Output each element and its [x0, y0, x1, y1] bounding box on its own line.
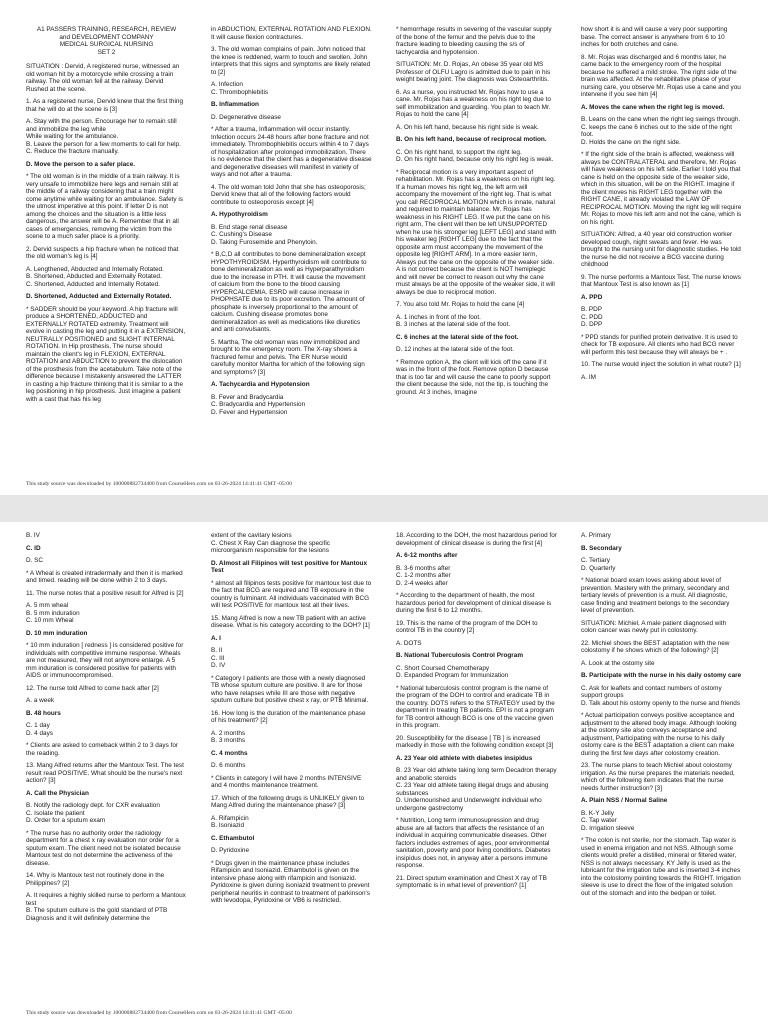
paragraph-text: * The colon is not sterile, nor the stomach. Tap water is used in enema irrigation and not NSS. Although some clients would prefer a distilled, mineral or filtered water, NSS is not always necessary. KY Jelly is used as the lubricant for the irrigation tube and is inserted 3-4 inches into the colostomy pointing towards the RIGHT. Irrigation sleeve is use to direct the flow of the irrigated solution out of the stomach and into the bedpan or toilet.: [581, 837, 741, 897]
paragraph-text: A. Infection C. Thrombophlebitis: [211, 81, 269, 96]
paragraph-text: D. Pyridoxine: [211, 847, 250, 854]
paragraph-text: * The nurse has no authority order the radiology department for a chest x ray evaluation nor order for a sputum exam. The client need not be isolated because Mantoux test do not determine the activeness of the disease.: [26, 829, 181, 867]
paragraph-text: D. SC: [26, 557, 44, 564]
paragraph-text: B. Fever and Bradycardia C. Bradycardia and Hypertension D. Fever and Hypertension: [211, 393, 306, 416]
paragraph-text: * According to the department of health, the most hazardous period for development of clinical disease is during the first 6 to 12 months.: [396, 592, 552, 614]
paragraph-text: * 10 mm induration [ redness ] is considered positive for individuals with competitive immune response. Wheals are not measured, they will not anymore enlarge. A 5 mm induration is considered positive for patients with AIDS or immunocompromised.: [26, 642, 184, 679]
paragraph-text: 7. You also told Mr. Rojas to hold the cane [4]: [396, 301, 525, 308]
answer-text: A. Moves the cane when the right leg is moved.: [581, 103, 725, 111]
answer-text: A. Hypothyroidism: [211, 211, 268, 218]
paragraph-text: 16. How long is the duration of the maintenance phase of his treatment? [2]: [211, 709, 366, 724]
paragraph-text: A. Primary: [581, 532, 611, 539]
page-2-column-3: [396, 532, 557, 1000]
paragraph-text: B. IV: [26, 532, 40, 539]
paragraph-text: 9. The nurse performs a Mantoux Test. The nurse knows that Mantoux Test is also known as [1]: [581, 273, 741, 288]
paragraph-text: C. On his right hand, to support the right leg. D. On his right hand, because only his right leg is weak.: [396, 148, 554, 163]
answer-text: B. Secondary: [581, 544, 622, 552]
page-2-column-4: [581, 532, 742, 1000]
paragraph-text: D. 6 months: [211, 762, 246, 769]
paragraph-text: B. Notify the radiology dept. for CXR evaluation C. Isolate the patient D. Order for a sputum exam: [26, 802, 160, 824]
paragraph-text: A. a week: [26, 697, 55, 704]
paragraph-text: * Nutrition, Long term immunosupression and drug abuse are all factors that affects the resistance of an individual in acquiring communicable diseases. Other factors includes extremes of ages, poor environmental sanitation, poverty and poor living conditions. Diabetes insipidus does not, in anyway alter a persons immune response.: [396, 817, 551, 869]
answer-text: C. ID: [26, 544, 41, 552]
paragraph-text: 8. Mr. Rojas was discharged and 6 months later, he came back to the emergency room of the hospital because he suffered a mild stroke. The right side of the brain was affected. At the rehabilitative phase of your nursing care, you observe Mr. Rojas use a cane and you intervene if you see him [4]: [581, 53, 741, 98]
answer-text: D. Move the person to a safer place.: [26, 160, 136, 168]
paragraph-text: D. Degenerative disease: [211, 113, 281, 121]
page-1-column-2: [211, 26, 372, 473]
paragraph-text: * SADDER should be your keyword. A hip fracture will produce a SHORTENED, ADDUCTED and EXTERNALLY ROTATED extremity. Treatment will evolve in casting the leg and putting it in a EXTENSION, NEUTRALLY POSITIONED and SLIGHT INTERNAL ROTATION. In Hip prosthesis, The nurse should maintain the client's leg in FLEXION, EXTERNAL ROTATION and ABDUCTION to prevent the dislocation of the prosthesis from the acetabulum. Take note of the difference because I mistakenly answered the LATTER in casting a hip fracture thinking that it is similar to a the leg positioning in hip prosthesis. Just imagine a patient with a cast that has his leg: [26, 305, 186, 403]
answer-text: A. I: [211, 634, 221, 642]
paragraph-text: A. IM: [581, 373, 596, 381]
paragraph-text: 19. This is the name of the program of the DOH to control TB in the country [2]: [396, 619, 538, 634]
answer-text: A. 6-12 months after: [396, 552, 458, 559]
paragraph-text: A. 5 mm wheal B. 5 mm induration C. 10 mm Wheal: [26, 602, 80, 624]
paragraph-text: * almost all filipinos tests positive for mantoux test due to the fact that BCG are required and TB exposure in the country is fulminant. All individuals vaccinated with BCG will test POSITIVE for mantoux test all their lives.: [211, 579, 372, 609]
paragraph-text: A. Rifampicin B. Isoniazid: [211, 814, 249, 829]
answer-text: A. PPD: [581, 293, 603, 301]
paragraph-text: 6. As a nurse, you instructed Mr. Rojas how to use a cane. Mr. Rojas has a weakness on his right leg due to self immobilization and guarding. You plan to teach Mr. Rojas to hold the cane [4]: [396, 88, 551, 118]
answer-text: B. On his left hand, because of reciprocal motion.: [396, 136, 547, 143]
page-2-column-2: [211, 532, 372, 1000]
answer-text: D. Almost all Filipinos will test positive for Mantoux Test: [211, 559, 367, 574]
page-2-columns: [26, 532, 742, 1000]
answer-text: C. 4 months: [211, 749, 248, 757]
paragraph-text: 18. According to the DOH, the most hazardous period for development of clinical disease is during the first [4]: [396, 532, 557, 547]
paragraph-text: B. II C. III D. IV: [211, 647, 226, 669]
paragraph-text: * Remove option A, the client will kick off the cane if it was in the front of the foot. Remove option D because that is too far and will cause the cane to poorly support the client because the side, not the tip, is touching the ground. At 3 inches, Imagine: [396, 358, 551, 396]
paragraph-text: SITUATION: Michiel, A male patient diagnosed with colon cancer was newly put in colostomy.: [581, 619, 727, 634]
paragraph-text: A. Stay with the person. Encourage her to remain still and immobilize the leg while While waiting for the ambulance. B. Leave the person for a few moments to call for help. C. Reduce the fracture manually.: [26, 118, 181, 155]
paragraph-text: B. 23 Year old athlete taking long term Decadron therapy and anabolic steroids C. 23 Year old athlete taking illegal drugs and abusing substances D. Undernourished and Underweight individual who undergone gastrectomy: [396, 767, 557, 812]
answer-text: A. Tachycardia and Hypotension: [211, 381, 310, 388]
paragraph-text: A. Look at the ostomy site: [581, 659, 655, 667]
paragraph-text: 14. Why is Mantoux test not routinely done in the Philippines? [2]: [26, 872, 165, 887]
paragraph-text: 20. Susceptibility for the disease [ TB ] is increased markedly in those with the following condition except [3]: [396, 734, 554, 749]
paragraph-text: * Drugs given in the maintenance phase includes Rifampicin and Isoniazid. Ethambutol is given on the intensive phase along with rifampicin and Isoniazid. Pyridoxine is given during isoniazid treatment to prevent peripheral neuritis in contrast to treatment of parkinson's with levodopa, Pyridoxine or VB6 is restricted.: [211, 859, 370, 904]
paragraph-text: * B,C,D all contributes to bone demineralization except HYPOTHYROIDISM. Hyperthyroidism will contribute to bone demineralization as well as Hyperparathyroidism due to the increase in PTH. It will cause the movement of calcium from the bone to the blood causing HYPERCALCEMIA. ESRD will cause increase in PHOPHSATE due to its poor excretion. The amount of phosphate is inversely proportional to the amount of calcium. Cushing disease promotes bone demineralization as well as medications like diuretics and anti convulsants.: [211, 251, 367, 333]
paragraph-text: B. PDP C. PDD D. DPP: [581, 306, 603, 328]
paragraph-text: * National board exam loves asking about level of prevention. Mastery with the primary, secondary and tertiary levels of prevention is a must. All diagnostic, case finding and treatment belongs to the secondary level of prevention.: [581, 577, 730, 614]
paragraph-text: 17. Which of the following drugs is UNLIKELY given to Mang Alfred during the maintenance phase? [3]: [211, 794, 365, 809]
paragraph-text: extent of the cavitary lesions C. Chest X Ray Can diagnose the specific microorganism responsible for the lesions: [211, 532, 330, 554]
answer-text: D. Shortened, Adducted and Externally Rotated.: [26, 293, 172, 300]
answer-text: A. Call the Physician: [26, 789, 89, 797]
paragraph-text: * Reciprocal motion is a very important aspect of rehabilitation. Mr. Rojas has a weakness on his right leg. If a human moves his right leg, the left arm will accompany the movement of the right leg. That is what you call RECIPROCAL MOTION which is innate, natural and required to maintain balance. Mr. Rojas has weakness in his RIGHT LEG. If we put the cane on his right arm, The client will then be left UNSUPPORTED when he use his stronger leg [LEFT LEG] and stand with his weaker leg [RIGHT LEG] due to the fact that the opposite arm must accompany the movement of the opposite leg [RIGHT ARM]. In a more easier term, Always put the cane on the opposite of the weaker side. A is not correct because the client is NOT hemiplegic and will never be correct to reason out why the cane must always be at the opposite of the weaker side, it will always be due to reciprocal motion.: [396, 168, 557, 296]
paragraph-text: 2. Dervid suspects a hip fracture when he noticed that the old woman's leg is [4]: [26, 245, 179, 260]
paragraph-text: C. 1 day D. 4 days: [26, 722, 53, 737]
paragraph-text: * Category I patients are those with a newly diagnosed TB whose sputum culture are positive. II are for those who have relapses while III are those with negative sputum culture but positive chest x ray, or PTB Minimal.: [211, 674, 369, 704]
answer-text: B. National Tuberculosis Control Program: [396, 652, 523, 659]
paragraph-text: 3. The old woman complains of pain. John noticed that the knee is reddened, warm to touch and swollen. John interprets that this signs and symptoms are likely related to [2]: [211, 46, 371, 76]
document-page-2: [0, 522, 768, 1024]
paragraph-text: 5. Martha, The old woman was now immobilized and brought to the emergency room. The X-ray shows a fractured femur and pelvis. The ER Nurse would carefully monitor Martha for which of the following sign and symptoms? [3]: [211, 338, 365, 376]
paragraph-text: * If the right side of the brain is affected, weakness will always be CONTRALATERAL and therefore, Mr. Rojas will have weakness on his left side. Earlier I told you that cane is held on the opposite side of the weaker side, which in this situation, will be on the RIGHT. Imagine if the client moves his RIGHT LEG together with the RIGHT CANE, it already violated the LAW OF RECIPROCAL MOTION. Moving the right leg will require Mr. Rojas to move his left arm and not the cane, which is on his right.: [581, 151, 742, 226]
paragraph-text: SITUATION : Dervid, A registered nurse, witnessed an old woman hit by a motorcycle while crossing a train railway. The old woman fell at the railway. Dervid Rushed at the scene.: [26, 63, 180, 93]
paragraph-text: C. Ask for leaflets and contact numbers of ostomy support groups D. Talk about his ostomy openly to the nurse and friends: [581, 684, 741, 707]
paragraph-text: 15. Mang Alfred is now a new TB patient with an active disease. What is his category according to the DOH? [1]: [211, 614, 370, 629]
page-1-column-1: [26, 26, 187, 473]
paragraph-text: A. It requires a highly skilled nurse to perform a Mantoux test B. The sputum culture is the gold standard of PTB Diagnosis and it will definitely determine the: [26, 892, 186, 922]
page-separator: [0, 495, 768, 522]
paragraph-text: how short it is and will cause a very poor supporting base. The correct answer is anywhere from 6 to 10 inches for both crutches and cane.: [581, 26, 728, 48]
page-1-footer: This study source was downloaded by 100000882734400 from CourseHero.com on 03-26-2024 14:41:41 GMT -05:00: [26, 481, 292, 487]
answer-text: B. Participate with the nurse in his daily ostomy care: [581, 672, 742, 679]
paragraph-text: * Actual participation conveys positive acceptance and adjustment to the altered body image. Although looking at the ostomy site also conveys acceptance and adjustment, Participating with the nurse to his daily ostomy care is the BEST adaptation a client can make during the first few days after colostomy creation.: [581, 712, 737, 757]
document-page-1: [0, 0, 768, 495]
answer-text: B. Inflammation: [211, 101, 259, 108]
paragraph-text: 4. The old woman told John that she has osteoporosis; Dervid knew that all of the following factors would contribute to osteoporosis except [4]: [211, 183, 366, 206]
paragraph-text: * Clients in category I will have 2 months INTENSIVE and 4 months maintenance treatment.: [211, 774, 362, 789]
paragraph-text: 22. Michiel shows the BEST adaptation with the new colostomy if he shows which of the following? [2]: [581, 639, 730, 654]
document-header: A1 PASSERS TRAINING, RESEARCH, REVIEW and DEVELOPMENT COMPANY MEDICAL SURGICAL NURSING SET 2: [36, 26, 177, 56]
paragraph-text: B. K-Y Jelly C. Tap water D. Irrigation sleeve: [581, 809, 635, 832]
paragraph-text: 12. The nurse told Alfred to come back after [2]: [26, 684, 159, 692]
paragraph-text: C. Tertiary D. Quarterly: [581, 557, 616, 572]
paragraph-text: in ABDUCTION, EXTERNAL ROTATION AND FLEXION. It will cause flexion contractures.: [211, 26, 372, 41]
page-1-columns: [26, 26, 742, 473]
paragraph-text: * hemorrhage results in severing of the vascular supply of the bone of the femur and the pelvis due to the fracture leading to bleeding causing the s/s of tachycardia and hypotension.: [396, 26, 552, 56]
paragraph-text: A. DOTS: [396, 639, 422, 647]
paragraph-text: * PPD stands for purified protein derivative. It is used to check for TB exposure. All clients who had BCG never will perform this test because they will always be + .: [581, 333, 738, 356]
paragraph-text: A. 1 inches in front of the foot. B. 3 inches at the lateral side of the foot.: [396, 313, 511, 328]
paragraph-text: * Clients are asked to comeback within 2 to 3 days for the reading.: [26, 742, 179, 757]
paragraph-text: A. 2 months B. 3 months: [211, 729, 246, 744]
paragraph-text: 1. As a registered nurse, Dervid knew that the first thing that he will do at the scene is [3]: [26, 98, 184, 113]
page-1-column-3: [396, 26, 557, 473]
page-1-column-4: [581, 26, 742, 473]
paragraph-text: 23. The nurse plans to teach Michiel about colostomy irrigation. As the nurse prepares the materials needed, which of the following item indicates that the nurse needs further instruction? [3]: [581, 762, 735, 792]
paragraph-text: * After a trauma, Inflammation will occur instantly. Infection occurs 24-48 hours after bone fracture and not immediately. Thrombophlebitis occurs within 4 to 7 days of hospitalization after prolonged immobilization. There is no evidence that the client has a degenerative disease and degenerative diseases will manifest in variety of ways and not after a trauma.: [211, 126, 372, 178]
paragraph-text: 10. The nurse would inject the solution in what route? [1]: [581, 361, 741, 368]
paragraph-text: C. Short Coursed Chemotherapy D. Expanded Program for Immunization: [396, 664, 509, 679]
page-2-footer: This study source was downloaded by 100000882734400 from CourseHero.com on 03-26-2024 14:41:41 GMT -05:00: [26, 1010, 292, 1016]
paragraph-text: D. 12 inches at the lateral side of the foot.: [396, 346, 514, 353]
paragraph-text: 13. Mang Alfred returns after the Mantoux Test. The test result read POSITIVE. What should be the nurse's next action? [3]: [26, 762, 184, 784]
paragraph-text: * National tuberculosis control program is the name of the program of the DOH to control and eradicate TB in the country. DOTS refers to the STRATEGY used by the department in treating TB patients. EPI is not a program for TB control although BCG is one of the vaccine given in this program.: [396, 684, 555, 729]
answer-text: B. 48 hours: [26, 709, 61, 717]
answer-text: D. 10 mm induration: [26, 629, 88, 637]
answer-text: A. Plain NSS / Normal Saline: [581, 797, 668, 804]
paragraph-text: B. Leans on the cane when the right leg swings through. C. keeps the cane 6 inches out to the side of the right foot. D. Holds the cane on the right side.: [581, 116, 741, 146]
paragraph-text: A. Lengthened, Abducted and Internally Rotated. B. Shortened, Abducted and Externally Rotated. C. Shortened, Adducted and Internally Rotated.: [26, 265, 164, 288]
answer-text: A. 23 Year old athlete with diabetes insipidus: [396, 754, 533, 762]
paragraph-text: B. End stage renal disease C. Cushing's Disease D. Taking Furosemide and Phenytoin.: [211, 223, 318, 246]
paragraph-text: SITUATION: Mr. D. Rojas, An obese 35 year old MS Professor of OLFU Lagro is admitted due to pain in his weight bearing joint. The diagnosis was Osteoarthritis.: [396, 61, 551, 83]
paragraph-text: A. On his left hand, because his right side is weak.: [396, 123, 539, 131]
paragraph-text: * A Wheal is created intradermally and then it is marked and timed. reading will be done within 2 to 3 days.: [26, 569, 183, 584]
answer-text: C. 6 inches at the lateral side of the foot.: [396, 333, 519, 341]
page-2-column-1: [26, 532, 187, 1000]
answer-text: C. Ethambutol: [211, 834, 255, 842]
paragraph-text: * The old woman is in the middle of a train railway. It is very unsafe to immobilize here legs and remain still at the middle of a railway considering that a train might come anytime while waiting for an ambulance. Safety is the utmost imperative at this point. If letter D is not among the choices and the situation is a little less dangerous, the answer will be A. Remember that in all cases of emergencies, removing the victim from the scene to a much safer place is a priority.: [26, 173, 184, 240]
paragraph-text: B. 3-6 months after C. 1-2 months after D. 2-4 weeks after: [396, 564, 451, 587]
paragraph-text: SITUATION: Alfred, a 40 year old construction worker developed cough, night sweats and fever. He was brought to the nursing unit for diagnostic studies. He told the nurse he did not receive a BCG vaccine during childhood: [581, 231, 741, 268]
paragraph-text: 11. The nurse notes that a positive result for Alfred is [2]: [26, 589, 184, 597]
paragraph-text: 21. Direct sputum examination and Chest X ray of TB symptomatic is in what level of prevention? [1]: [396, 874, 547, 889]
